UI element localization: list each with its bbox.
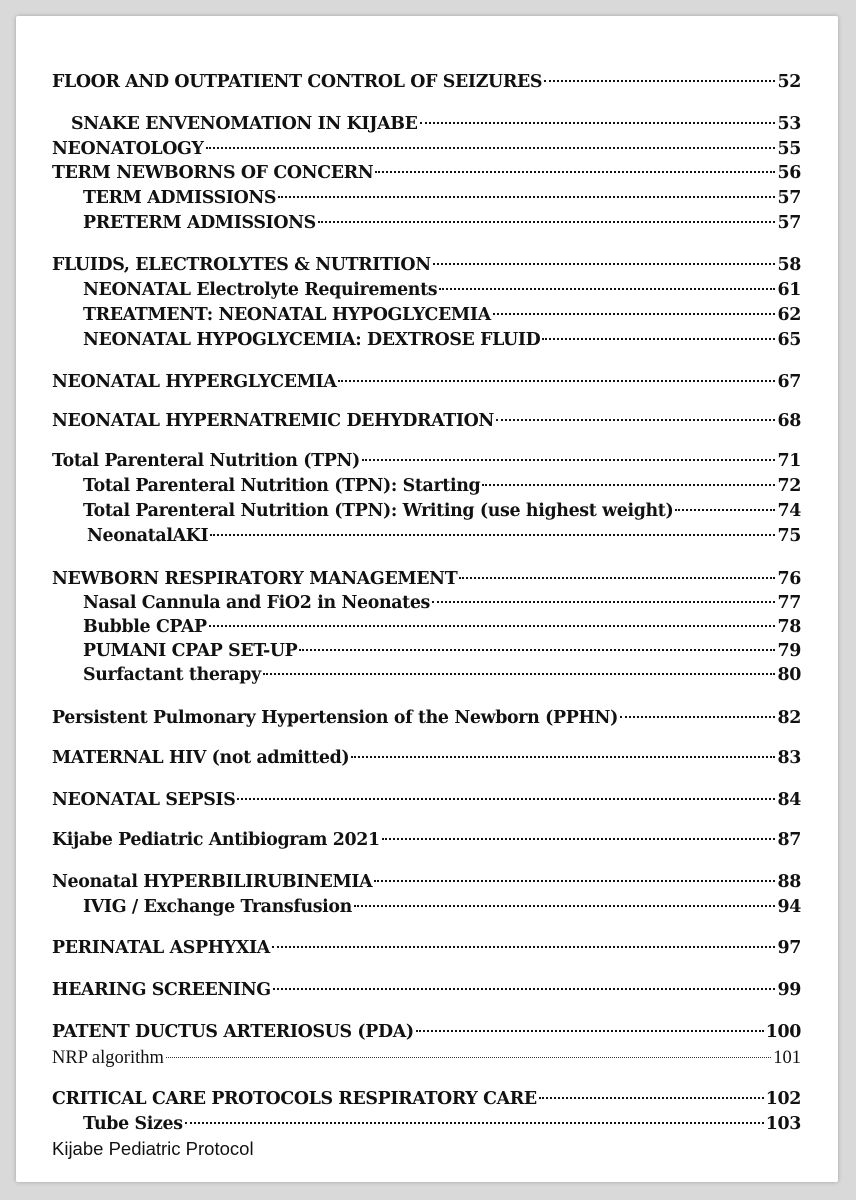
toc-dot-leader xyxy=(420,105,776,129)
toc-entry-label: MATERNAL HIV (not admitted) xyxy=(52,748,350,768)
toc-entry-label: Tube Sizes xyxy=(83,1114,183,1134)
toc-page-number: 52 xyxy=(777,72,801,92)
toc-entry[interactable] xyxy=(52,492,801,521)
toc-page-number: 82 xyxy=(777,708,801,728)
toc-entry[interactable] xyxy=(52,584,801,613)
toc-entry-label: Neonatal HYPERBILIRUBINEMIA xyxy=(52,872,373,892)
toc-entry-label: PUMANI CPAP SET-UP xyxy=(83,641,298,661)
toc-entry[interactable] xyxy=(52,929,801,958)
toc-page-number: 67 xyxy=(777,372,801,392)
toc-dot-leader xyxy=(675,492,775,516)
toc-entry-label: Persistent Pulmonary Hypertension of the Newborn (PPHN) xyxy=(52,708,618,728)
toc-dot-leader xyxy=(272,929,776,953)
toc-entry-label: Nasal Cannula and FiO2 in Neonates xyxy=(83,593,431,613)
toc-entry[interactable] xyxy=(52,63,801,92)
toc-entry[interactable] xyxy=(52,739,801,768)
toc-dot-leader xyxy=(362,442,776,466)
toc-page-number: 97 xyxy=(777,938,801,958)
toc-entry[interactable] xyxy=(52,863,801,892)
toc-entry-label: CRITICAL CARE PROTOCOLS RESPIRATORY CARE xyxy=(52,1089,537,1109)
toc-entry-label: NEONATAL Electrolyte Requirements xyxy=(83,280,438,300)
toc-entry-label: Surfactant therapy xyxy=(83,665,261,685)
toc-entry-label: FLOOR AND OUTPATIENT CONTROL OF SEIZURES xyxy=(52,72,543,92)
toc-entry-label: SNAKE ENVENOMATION IN KIJABE xyxy=(71,114,418,134)
toc-entry-label: FLUIDS, ELECTROLYTES & NUTRITION xyxy=(52,255,431,275)
toc-dot-leader xyxy=(351,739,775,763)
toc-entry[interactable] xyxy=(52,179,801,208)
toc-entry-label: PERINATAL ASPHYXIA xyxy=(52,938,270,958)
toc-dot-leader xyxy=(185,1105,764,1129)
toc-dot-leader xyxy=(375,154,775,178)
toc-entry-label: Bubble CPAP xyxy=(83,617,207,637)
toc-page-number: 55 xyxy=(777,139,801,159)
toc-dot-leader xyxy=(237,781,775,805)
toc-page-number: 68 xyxy=(777,411,801,431)
toc-entry-label: PRETERM ADMISSIONS xyxy=(83,213,316,233)
toc-entry[interactable] xyxy=(52,608,801,637)
toc-entry-label: NEONATAL HYPOGLYCEMIA: DEXTROSE FLUID xyxy=(83,330,541,350)
toc-page-number: 80 xyxy=(777,665,801,685)
toc-page-number: 57 xyxy=(777,188,801,208)
document-footer: Kijabe Pediatric Protocol xyxy=(52,1138,254,1159)
toc-dot-leader xyxy=(544,63,775,87)
toc-page-number: 78 xyxy=(777,617,801,637)
toc-entry[interactable] xyxy=(52,130,801,159)
toc-entry[interactable] xyxy=(52,204,801,233)
toc-entry-label: Kijabe Pediatric Antibiogram 2021 xyxy=(52,830,380,850)
toc-dot-leader xyxy=(209,608,776,632)
toc-dot-leader xyxy=(206,130,776,154)
toc-page-number: 58 xyxy=(777,255,801,275)
toc-dot-leader xyxy=(496,402,776,426)
toc-dot-leader xyxy=(542,321,775,345)
toc-entry[interactable] xyxy=(52,632,801,661)
toc-page-number: 100 xyxy=(765,1022,801,1042)
toc-page-number: 65 xyxy=(777,330,801,350)
toc-entry-label: NEONATOLOGY xyxy=(52,139,204,159)
toc-entry[interactable] xyxy=(52,271,801,300)
toc-entry-label: NRP algorithm xyxy=(52,1048,164,1068)
toc-entry[interactable] xyxy=(52,321,801,350)
toc-page-number: 53 xyxy=(777,114,801,134)
toc-page-number: 57 xyxy=(777,213,801,233)
toc-page-number: 84 xyxy=(777,790,801,810)
toc-dot-leader xyxy=(210,517,775,541)
toc-entry[interactable] xyxy=(52,105,801,134)
toc-entry[interactable] xyxy=(52,656,801,685)
toc-dot-leader xyxy=(416,1013,764,1037)
toc-page-number: 102 xyxy=(765,1089,801,1109)
toc-entry[interactable] xyxy=(52,363,801,392)
toc-page-number: 77 xyxy=(777,593,801,613)
toc-page-number: 88 xyxy=(777,872,801,892)
toc-entry[interactable] xyxy=(52,971,801,1000)
toc-entry-label: Total Parenteral Nutrition (TPN) xyxy=(52,451,360,471)
toc-dot-leader xyxy=(482,467,775,491)
toc-page-number: 62 xyxy=(777,305,801,325)
toc-entry[interactable] xyxy=(52,467,801,496)
toc-page-number: 61 xyxy=(777,280,801,300)
toc-page-number: 99 xyxy=(777,980,801,1000)
toc-dot-leader xyxy=(432,584,775,608)
toc-dot-leader xyxy=(263,656,776,680)
toc-entry-label: NEONATAL HYPERNATREMIC DEHYDRATION xyxy=(52,411,494,431)
toc-dot-leader xyxy=(318,204,776,228)
toc-entry[interactable] xyxy=(52,296,801,325)
toc-entry-label: HEARING SCREENING xyxy=(52,980,271,1000)
toc-entry[interactable] xyxy=(52,781,801,810)
toc-dot-leader xyxy=(382,821,776,845)
toc-entry[interactable] xyxy=(52,560,801,589)
toc-dot-leader xyxy=(273,971,776,995)
toc-dot-leader xyxy=(433,246,776,270)
toc-dot-leader xyxy=(459,560,775,584)
toc-dot-leader xyxy=(166,1039,771,1063)
toc-page-number: 56 xyxy=(777,163,801,183)
toc-dot-leader xyxy=(338,363,775,387)
toc-entry[interactable] xyxy=(52,517,801,546)
toc-page-number: 83 xyxy=(777,748,801,768)
toc-entry[interactable] xyxy=(52,402,801,431)
toc-page-number: 87 xyxy=(777,830,801,850)
toc-dot-leader xyxy=(278,179,775,203)
toc-entry-label: TERM ADMISSIONS xyxy=(83,188,277,208)
toc-entry-label: TREATMENT: NEONATAL HYPOGLYCEMIA xyxy=(83,305,491,325)
toc-entry[interactable] xyxy=(52,821,801,850)
toc-dot-leader xyxy=(299,632,775,656)
toc-entry[interactable] xyxy=(52,246,801,275)
toc-entry-label: Total Parenteral Nutrition (TPN): Starting xyxy=(83,476,481,496)
toc-dot-leader xyxy=(374,863,775,887)
toc-page-number: 71 xyxy=(777,451,801,471)
toc-page-number: 79 xyxy=(777,641,801,661)
toc-entry[interactable] xyxy=(52,699,801,728)
toc-entry-label: TERM NEWBORNS OF CONCERN xyxy=(52,163,374,183)
toc-dot-leader xyxy=(439,271,775,295)
toc-dot-leader xyxy=(354,888,776,912)
toc-page-number: 75 xyxy=(777,526,801,546)
toc-page-number: 72 xyxy=(777,476,801,496)
toc-entry[interactable] xyxy=(52,1080,801,1109)
toc-entry-label: NEONATAL SEPSIS xyxy=(52,790,236,810)
toc-dot-leader xyxy=(539,1080,764,1104)
toc-entry-label: NEWBORN RESPIRATORY MANAGEMENT xyxy=(52,569,458,589)
toc-entry[interactable] xyxy=(52,888,801,917)
toc-entry[interactable] xyxy=(52,1039,801,1068)
toc-entry[interactable] xyxy=(52,1105,801,1134)
toc-entry-label: IVIG / Exchange Transfusion xyxy=(83,897,352,917)
toc-page-number: 74 xyxy=(777,501,801,521)
toc-page-number: 76 xyxy=(777,569,801,589)
toc-page-number: 94 xyxy=(777,897,801,917)
toc-entry-label: NeonatalAKI xyxy=(87,526,209,546)
toc-entry[interactable] xyxy=(52,1013,801,1042)
toc-dot-leader xyxy=(493,296,776,320)
toc-page-number: 103 xyxy=(765,1114,801,1134)
toc-dot-leader xyxy=(620,699,776,723)
toc-entry-label: PATENT DUCTUS ARTERIOSUS (PDA) xyxy=(52,1022,414,1042)
toc-entry[interactable] xyxy=(52,154,801,183)
toc-page-number: 101 xyxy=(773,1048,801,1068)
toc-entry-label: NEONATAL HYPERGLYCEMIA xyxy=(52,372,337,392)
toc-entry-label: Total Parenteral Nutrition (TPN): Writing (use highest weight) xyxy=(83,501,674,521)
toc-entry[interactable] xyxy=(52,442,801,471)
